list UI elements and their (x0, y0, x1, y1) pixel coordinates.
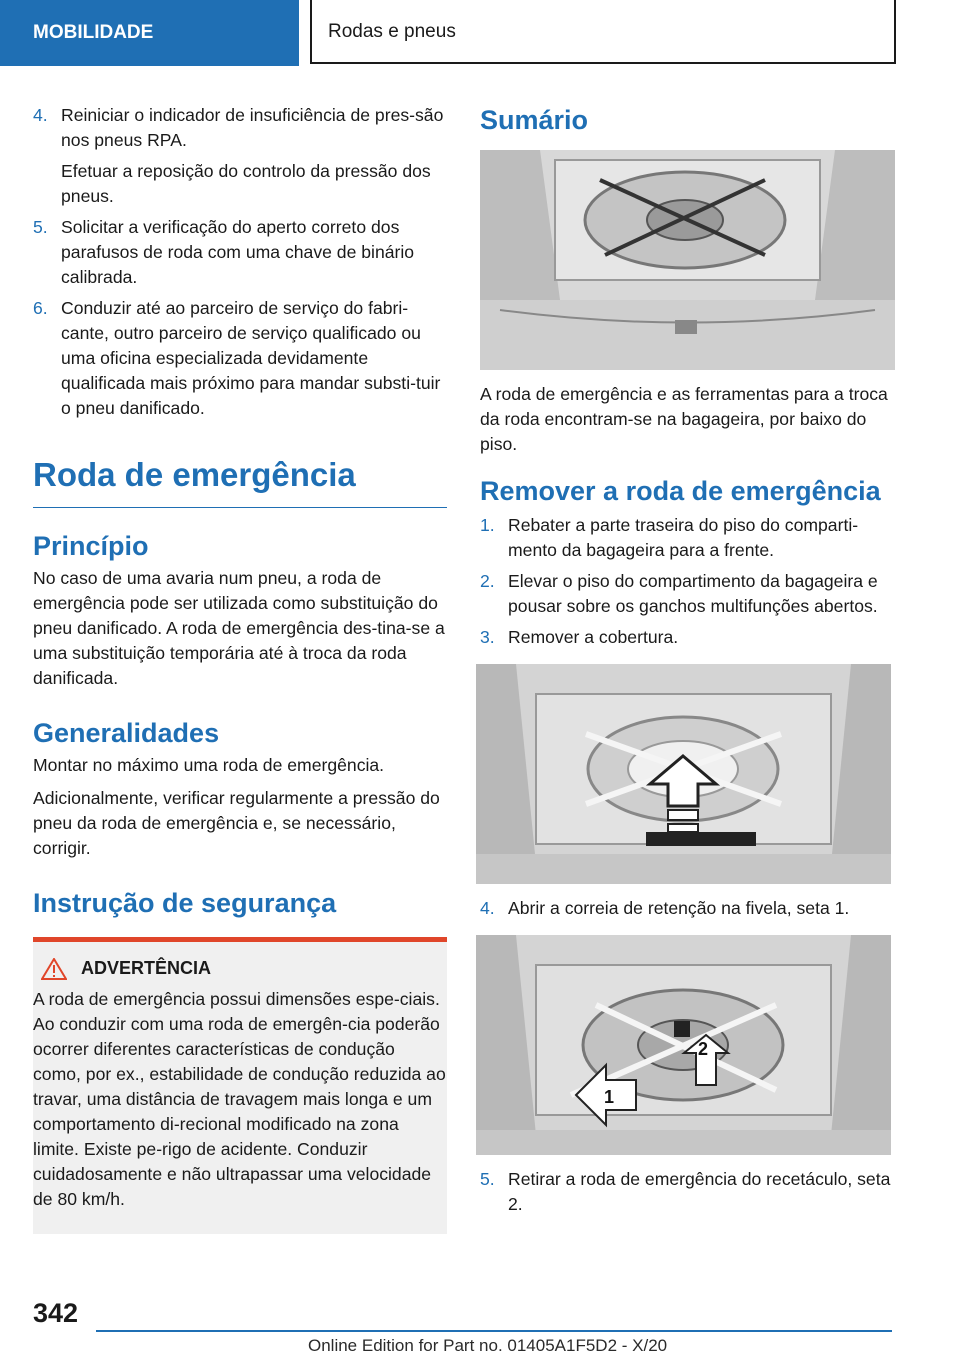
step-number: 4. (33, 105, 48, 125)
edition-text: Online Edition for Part no. 01405A1F5D2 - X/20 (308, 1336, 668, 1355)
step-text: Abrir a correia de retenção na fivela, seta 1. (508, 898, 850, 918)
step-text: Rebater a parte traseira do piso do comparti-mento da bagageira para a frente. (508, 515, 859, 560)
list-item (480, 569, 895, 619)
step-number: 6. (33, 298, 48, 318)
warning-label: ADVERTÊNCIA (81, 958, 212, 978)
step-text: Solicitar a verificação do aperto correto dos parafusos de roda com uma chave de binário calibrada. (61, 217, 415, 287)
sumario-heading: Sumário (480, 105, 589, 135)
remover-heading: Remover a roda de emergência (480, 476, 881, 506)
principio-text: No caso de uma avaria num pneu, a roda de emergência pode ser utilizada como substituição do pneu danificado. A roda de emergência des-tina-se a uma substituição temporária até à troca da roda danificada. (33, 568, 445, 688)
sumario-text: A roda de emergência e as ferramentas para a troca da roda encontram-se na bagageira, por baixo do piso. (480, 384, 888, 454)
warning-triangle-icon (41, 958, 67, 980)
page-number: 342 (33, 1298, 79, 1328)
step-text: Reiniciar o indicador de insuficiência de pres-são nos pneus RPA. (61, 105, 444, 150)
generalidades-text-1: Montar no máximo uma roda de emergência. (33, 755, 385, 775)
list-item (33, 296, 447, 421)
step-number: 2. (480, 571, 495, 591)
warning-box (33, 937, 447, 1234)
arrow-label-2: 2 (698, 1039, 709, 1059)
remove-cover-image (476, 664, 891, 884)
list-item (480, 625, 895, 650)
generalidades-text-2: Adicionalmente, verificar regularmente a pressão do pneu da roda de emergência e, se necessário, corrigir. (33, 788, 440, 858)
step-number: 4. (480, 898, 495, 918)
generalidades-heading: Generalidades (33, 718, 220, 748)
right-column (480, 100, 895, 1223)
step-text: Elevar o piso do compartimento da bagageira e pousar sobre os ganchos multifunções abertos. (508, 571, 878, 616)
list-item (33, 215, 447, 290)
section-heading: Roda de emergência (33, 455, 447, 508)
step-number: 1. (480, 515, 495, 535)
arrow-label-1: 1 (604, 1087, 615, 1107)
chapter-title: Rodas e pneus (310, 0, 896, 64)
warning-header (41, 956, 447, 981)
list-item (480, 513, 895, 563)
trunk-spare-wheel-image (480, 150, 895, 370)
list-item (33, 103, 447, 209)
list-item (480, 1167, 895, 1217)
principio-heading: Princípio (33, 531, 149, 561)
seguranca-heading: Instrução de segurança (33, 888, 337, 918)
step-text: Conduzir até ao parceiro de serviço do fabri-cante, outro parceiro de serviço qualificado ou uma oficina especializada devidamente qualificada mais próximo para mandar substi-tuir o pneu danificado. (61, 298, 441, 418)
warning-text: A roda de emergência possui dimensões espe-ciais. Ao conduzir com uma roda de emergên-cia poderão ocorrer diferentes características de condução como, por ex., estabilidade de condução reduzida ao travar, uma distância de travagem mais longa e um comportamento di-recional modificado na zona limite. Existe pe-rigo de acidente. Conduzir cuidadosamente e não ultrapassar uma velocidade de 80 km/h. (33, 989, 446, 1209)
section-tab: MOBILIDADE (0, 0, 299, 66)
step-number: 5. (33, 217, 48, 237)
step-text: Retirar a roda de emergência do recetáculo, seta 2. (508, 1169, 891, 1214)
list-item (480, 896, 895, 921)
step-number: 3. (480, 627, 495, 647)
step-text: Efetuar a reposição do controlo da pressão dos pneus. (61, 161, 431, 206)
left-column (33, 103, 447, 1234)
open-strap-image (476, 935, 891, 1155)
footer-divider (96, 1330, 892, 1332)
step-number: 5. (480, 1169, 495, 1189)
step-text: Remover a cobertura. (508, 627, 679, 647)
